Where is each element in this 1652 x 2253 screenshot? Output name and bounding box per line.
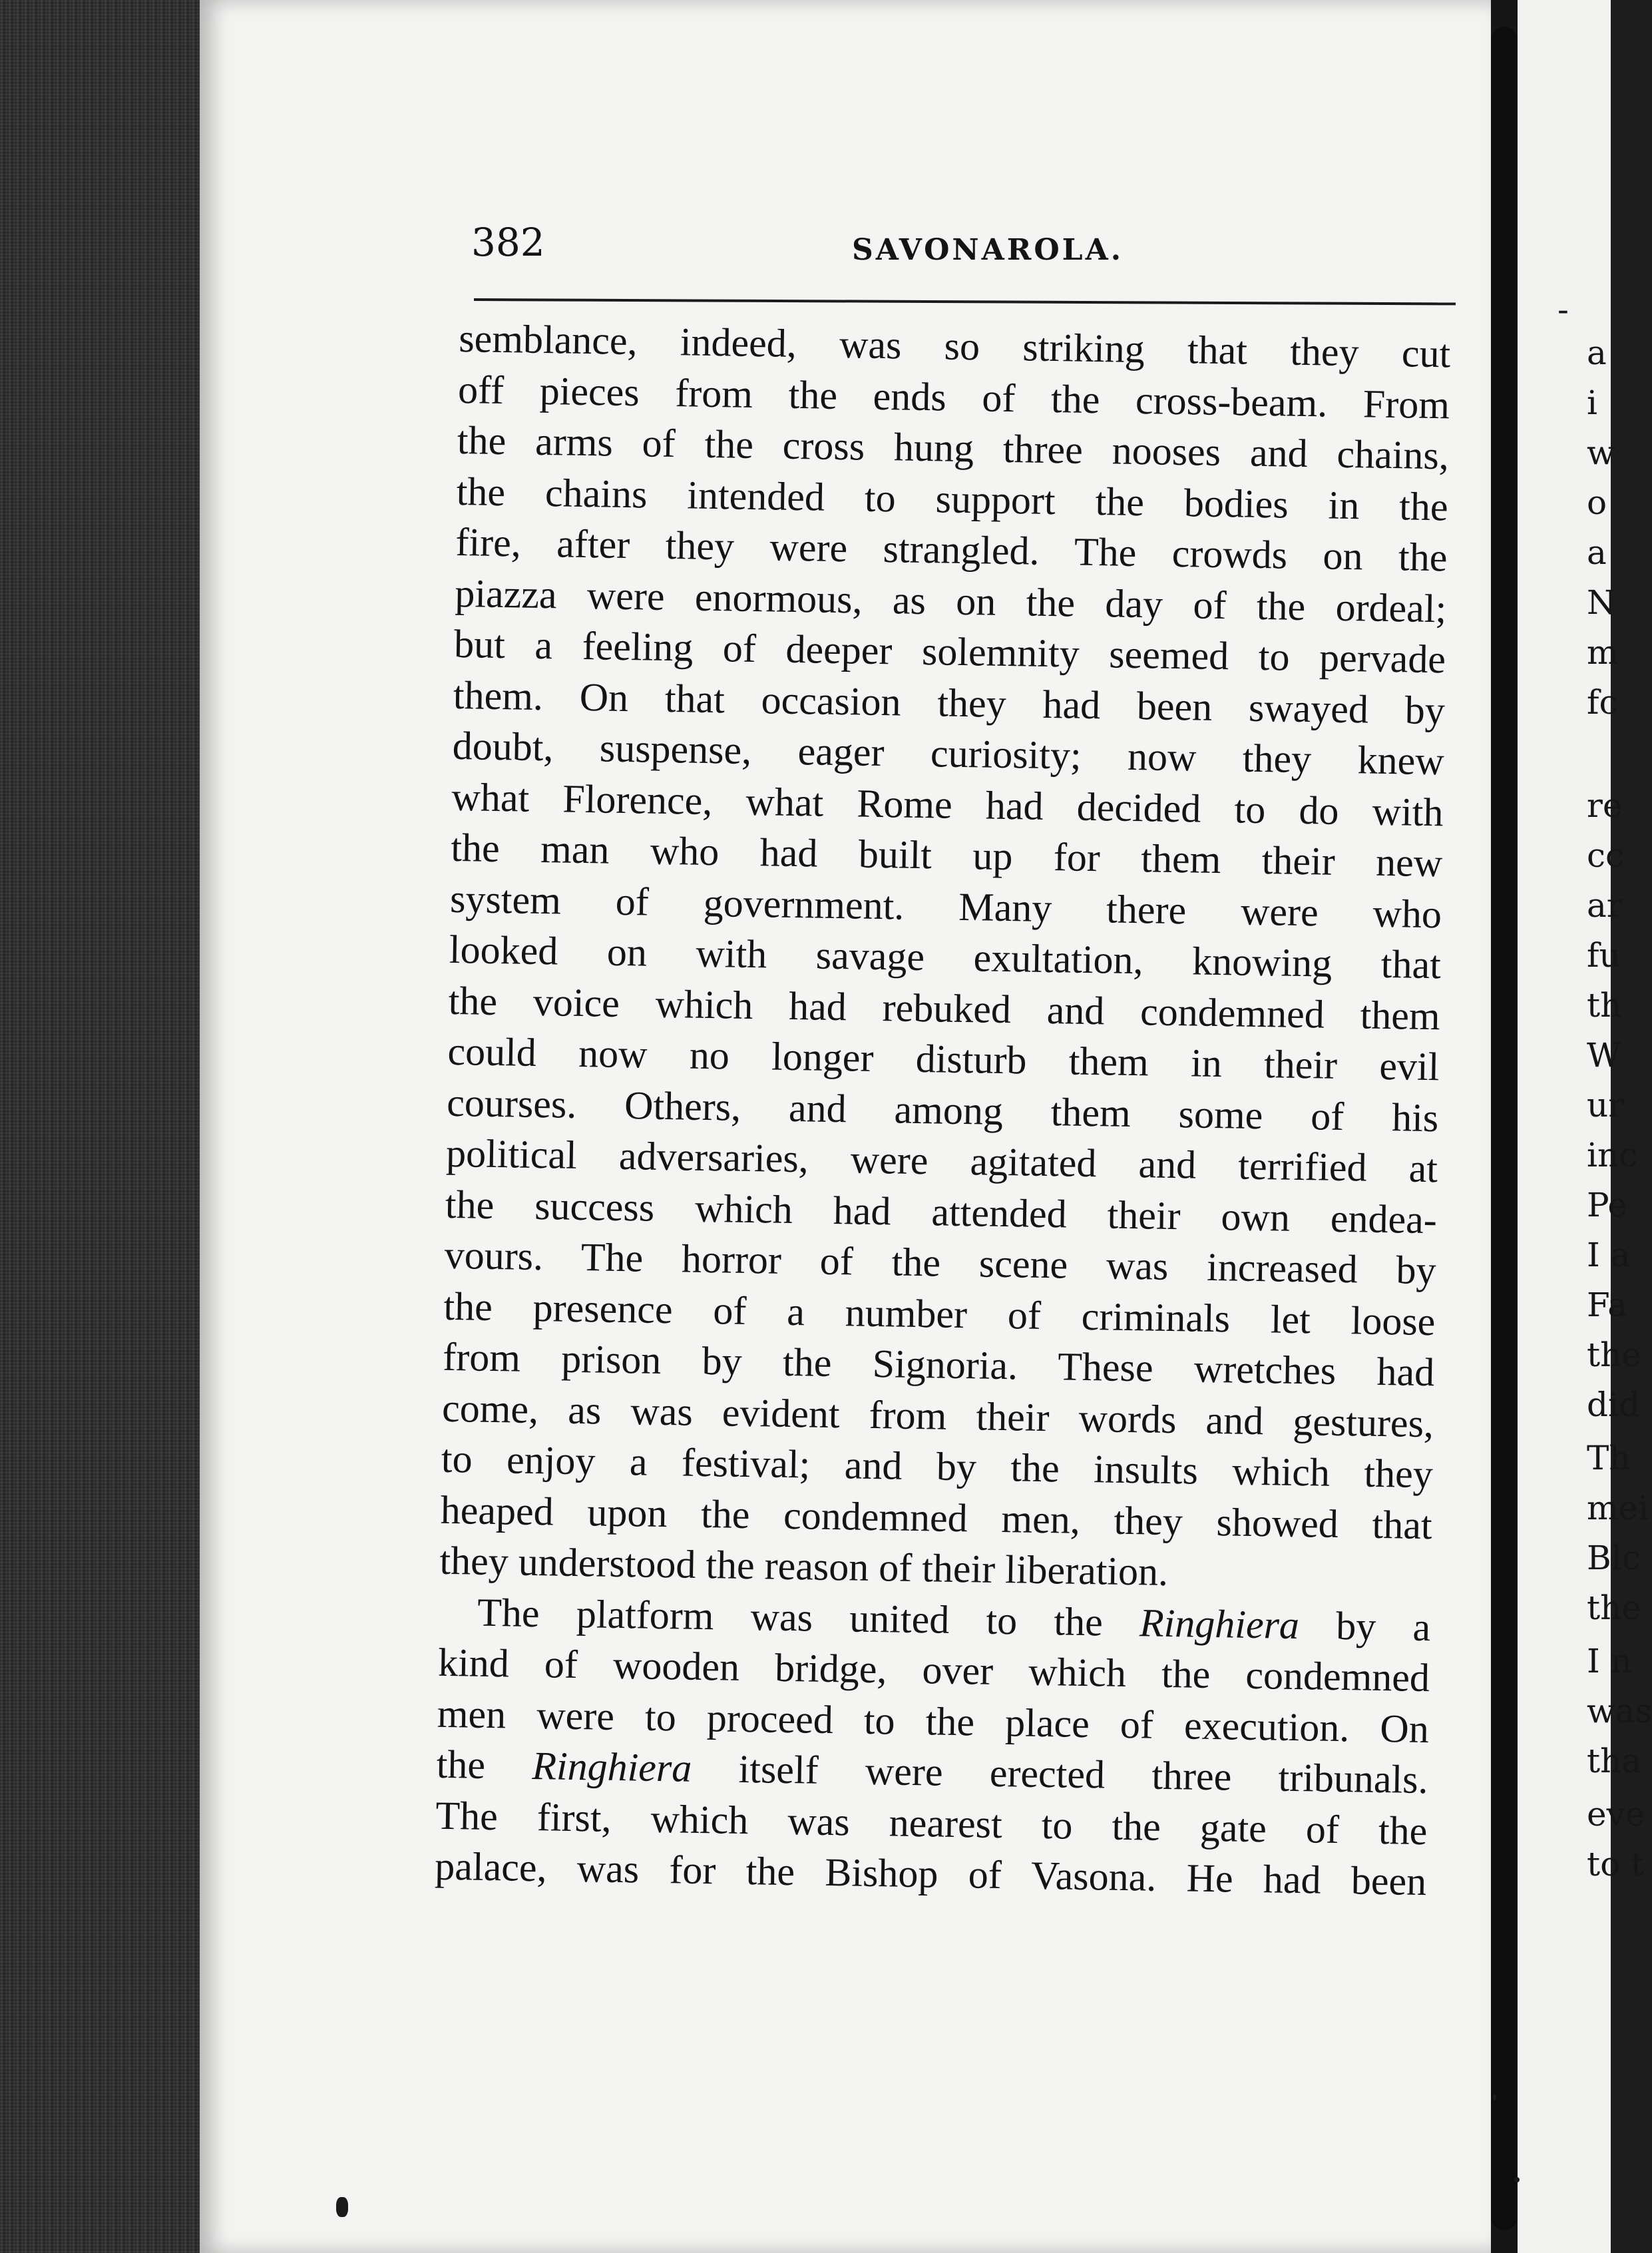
facing-page-fragment: re — [1587, 786, 1623, 825]
text-line: system of government. Many there were who — [449, 876, 1442, 936]
facing-page — [1518, 0, 1652, 2253]
text-run: kind of wooden bridge, over which the condemned — [437, 1640, 1430, 1700]
text-line: looked on with savage exultation, knowing that — [449, 927, 1442, 987]
facing-page-fragment: cc — [1587, 836, 1625, 875]
text-run: by a — [1299, 1603, 1431, 1649]
text-line: piazza were enormous, as on the day of the ordeal; — [454, 571, 1447, 630]
facing-page-fragment: ar — [1587, 886, 1623, 925]
text-line: from prison by the Signoria. These wretches had — [442, 1334, 1435, 1395]
facing-page-fragment: fc — [1587, 683, 1618, 722]
facing-page-fragment: the — [1587, 1336, 1641, 1374]
facing-page-fragment: ur — [1587, 1086, 1625, 1125]
text-line: doubt, suspense, eager curiosity; now they knew — [452, 723, 1445, 784]
text-line: courses. Others, and among them some of his — [446, 1080, 1439, 1140]
text-line: political adversaries, were agitated and terrified at — [445, 1130, 1438, 1191]
text-line: they understood the reason of their liberation. — [439, 1538, 1169, 1594]
italic-term: Ringhiera — [531, 1743, 692, 1790]
text-line: come, as was evident from their words and gestures, — [441, 1385, 1434, 1445]
facing-page-fragment: W — [1587, 1036, 1621, 1075]
text-line: could now no longer disturb them in their evil — [447, 1029, 1440, 1089]
running-title: SAVONAROLA. — [852, 233, 1124, 267]
book-binding — [0, 0, 200, 2253]
facing-page-fragment: Fa — [1587, 1286, 1628, 1324]
italic-term: Ringhiera — [1139, 1600, 1300, 1647]
dust-speck — [1493, 2094, 1496, 2101]
text-line: fire, after they were strangled. The crowds on the — [455, 519, 1448, 580]
text-run: The platform was united to the — [477, 1590, 1140, 1644]
facing-page-fragment: N — [1587, 583, 1616, 622]
text-line: heaped upon the condemned men, they showed that — [440, 1487, 1433, 1547]
text-run: the — [436, 1742, 532, 1788]
facing-page-fragment: w — [1587, 433, 1615, 472]
text-line: off pieces from the ends of the cross-beam. From — [457, 367, 1450, 427]
facing-page-fragment: to t — [1587, 1845, 1645, 1883]
facing-page-fragment: m — [1587, 633, 1619, 672]
facing-page-fragment: a — [1587, 334, 1607, 372]
dust-speck — [336, 2197, 348, 2217]
facing-page-fragment: the — [1587, 1589, 1641, 1627]
page-gutter — [1491, 27, 1518, 2230]
text-line: the man who had built up for them their new — [450, 825, 1443, 885]
facing-page-fragment: - — [1557, 290, 1569, 329]
facing-page-fragment: was — [1587, 1692, 1652, 1730]
text-run: itself were erected three tribunals. — [691, 1746, 1429, 1802]
facing-page-fragment: tha — [1587, 1742, 1642, 1780]
facing-page-fragment: Blc — [1587, 1539, 1641, 1577]
text-line: vours. The horror of the scene was increased by — [444, 1232, 1437, 1293]
facing-page-fragment: I n — [1587, 1642, 1632, 1680]
text-line: but a feeling of deeper solemnity seemed to pervade — [453, 621, 1446, 682]
text-line: to enjoy a festival; and by the insults which they — [441, 1436, 1434, 1497]
text-line: what Florence, what Rome had decided to do with — [451, 774, 1444, 834]
facing-page-fragment: mei — [1587, 1489, 1649, 1527]
facing-page-fragment: o — [1587, 483, 1607, 522]
facing-page-fragment: inc — [1587, 1136, 1638, 1174]
paragraph-1 — [439, 313, 1451, 1602]
dust-speck — [1514, 2177, 1520, 2182]
text-line: the chains intended to support the bodies in the — [456, 469, 1449, 529]
text-line: them. On that occasion they had been swayed by — [453, 672, 1446, 732]
facing-page-fragment: Pe — [1587, 1186, 1627, 1224]
facing-page-fragment: Th — [1587, 1439, 1631, 1477]
facing-page-fragment: th — [1587, 986, 1622, 1025]
facing-page-fragment: did — [1587, 1385, 1641, 1424]
text-run: palace, was for the Bishop of Vasona. He had been — [434, 1844, 1427, 1904]
text-line: semblance, indeed, was so striking that they cut — [458, 316, 1451, 376]
facing-page-fragment: I a — [1587, 1236, 1631, 1274]
facing-page-fragment: a — [1587, 533, 1607, 572]
text-line: the presence of a number of criminals let loose — [443, 1284, 1436, 1344]
facing-page-fragment: eve — [1587, 1795, 1645, 1834]
text-line: the arms of the cross hung three nooses and chains, — [457, 417, 1450, 478]
text-run: men were to proceed to the place of execution. On — [437, 1691, 1430, 1751]
facing-page-fragment: fu — [1587, 936, 1621, 975]
text-line: the success which had attended their own endea- — [445, 1182, 1438, 1242]
body-text — [435, 313, 1451, 1907]
paragraph-2 — [435, 1586, 1431, 1907]
text-line: the voice which had rebuked and condemned them — [448, 978, 1441, 1038]
facing-page-fragment: i — [1587, 383, 1597, 422]
page-number: 382 — [471, 220, 545, 265]
text-run: The first, which was nearest to the gate of the — [435, 1793, 1428, 1853]
